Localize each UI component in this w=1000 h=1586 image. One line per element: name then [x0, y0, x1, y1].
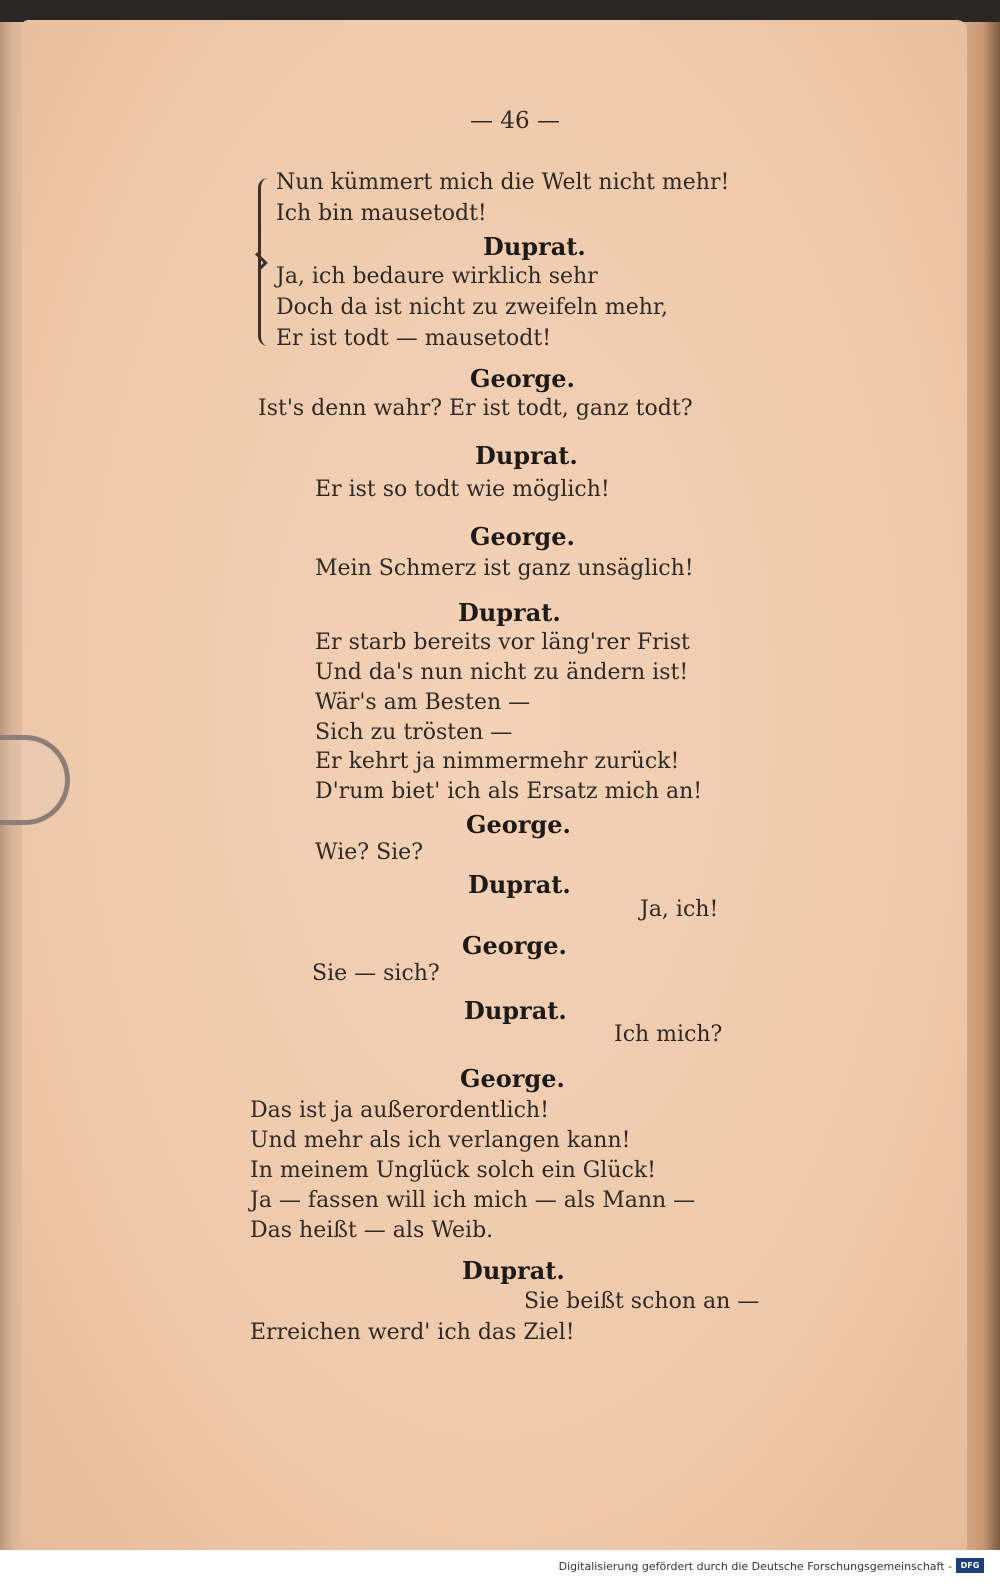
text-line: Er kehrt ja nimmermehr zurück!	[315, 749, 680, 774]
speaker-name: George.	[466, 810, 571, 839]
speaker-name: Duprat.	[475, 441, 578, 470]
text-line: Sie — sich?	[312, 961, 440, 986]
text-line: Das ist ja außerordentlich!	[250, 1098, 549, 1123]
text-line: Ja, ich bedaure wirklich sehr	[276, 264, 598, 289]
speaker-name: Duprat.	[468, 870, 571, 899]
speaker-name: Duprat.	[458, 598, 561, 627]
text-line: Und da's nun nicht zu ändern ist!	[315, 660, 689, 685]
dfg-logo: DFG	[956, 1558, 984, 1573]
text-line: Erreichen werd' ich das Ziel!	[250, 1320, 575, 1345]
speaker-name: Duprat.	[464, 996, 567, 1025]
text-line: Nun kümmert mich die Welt nicht mehr!	[276, 170, 730, 195]
text-line: D'rum biet' ich als Ersatz mich an!	[315, 779, 703, 804]
text-line: Mein Schmerz ist ganz unsäglich!	[315, 556, 694, 581]
text-line: Er starb bereits vor läng'rer Frist	[315, 630, 690, 655]
speaker-name: Duprat.	[462, 1256, 565, 1285]
speaker-name: Duprat.	[483, 232, 586, 261]
text-line: Und mehr als ich verlangen kann!	[250, 1128, 631, 1153]
footer-credit: Digitalisierung gefördert durch die Deutsche Forschungsgemeinschaft -	[558, 1560, 952, 1573]
text-line: Ich mich?	[614, 1022, 723, 1047]
text-line: Sich zu trösten —	[315, 720, 513, 745]
speaker-name: George.	[462, 931, 567, 960]
text-line: Sie beißt schon an —	[524, 1289, 760, 1314]
text-line: Ja — fassen will ich mich — als Mann —	[250, 1188, 696, 1213]
speaker-name: George.	[470, 364, 575, 393]
text-line: Ich bin mausetodt!	[276, 201, 487, 226]
text-line: In meinem Unglück solch ein Glück!	[250, 1158, 657, 1183]
speaker-name: George.	[470, 522, 575, 551]
footer-bar	[0, 1550, 1000, 1586]
text-line: Er ist so todt wie möglich!	[315, 477, 610, 502]
text-line: Ja, ich!	[640, 897, 719, 922]
text-line: Wär's am Besten —	[315, 690, 531, 715]
text-line: Er ist todt — mausetodt!	[276, 326, 552, 351]
page-stack-right	[962, 22, 1000, 1550]
text-line: Das heißt — als Weib.	[250, 1218, 494, 1243]
text-line: Doch da ist nicht zu zweifeln mehr,	[276, 295, 668, 320]
page-number: — 46 —	[470, 108, 560, 134]
text-line: Wie? Sie?	[315, 840, 423, 865]
speaker-name: George.	[460, 1064, 565, 1093]
text-line: Ist's denn wahr? Er ist todt, ganz todt?	[258, 396, 693, 421]
